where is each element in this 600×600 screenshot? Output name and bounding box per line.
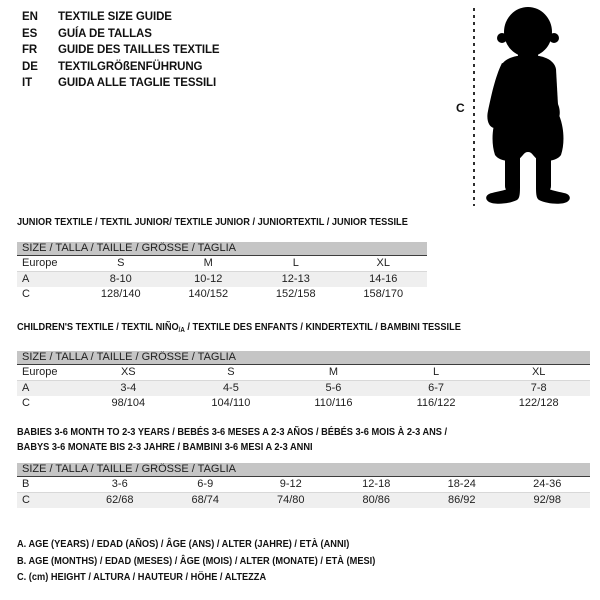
size-value-cell: 74/80: [248, 493, 334, 509]
size-col-header: S: [77, 256, 165, 272]
language-list: [22, 9, 220, 92]
size-header-bar: SIZE / TALLA / TAILLE / GRÖSSE / TAGLIA: [17, 351, 590, 365]
size-value-cell: 62/68: [77, 493, 163, 509]
title-text: / TEXTILE DES ENFANTS / KINDERTEXTIL / BAMBINI TESSILE: [184, 321, 461, 333]
language-row: [22, 42, 220, 59]
size-header-row: [17, 351, 590, 365]
row-label: B: [17, 477, 77, 493]
size-value-cell: 14-16: [340, 272, 428, 288]
size-value-cell: 12-18: [334, 477, 420, 493]
table-row: [17, 365, 590, 381]
height-dotted-line: [473, 8, 475, 206]
row-label: C: [22, 397, 30, 409]
size-value-cell: 128/140: [100, 288, 141, 300]
junior-textile-section: [17, 215, 427, 302]
table-row: [17, 396, 590, 411]
size-header-row: [17, 463, 590, 477]
height-measure-label: C: [456, 101, 465, 115]
size-value-cell: 122/128: [518, 397, 559, 409]
table-row: [17, 256, 427, 272]
footnote-b: B. AGE (MONTHS) / EDAD (MESES) / ÂGE (MOIS) / ALTER (MONATE) / ETÀ (MESI): [17, 554, 376, 567]
size-value-cell: 24-36: [505, 477, 591, 493]
size-col-header: M: [282, 365, 385, 381]
language-title: GUIDA ALLE TAGLIE TESSILI: [58, 77, 217, 89]
row-label: A: [17, 381, 77, 397]
table-row: [17, 477, 590, 493]
row-label: Europe: [17, 256, 77, 272]
size-value-cell: 4-5: [180, 381, 283, 397]
size-value-cell: 6-9: [163, 477, 249, 493]
title-subscript: /A: [178, 327, 185, 334]
size-header-row: [17, 242, 427, 256]
footnote-c: C. (cm) HEIGHT / ALTURA / HAUTEUR / HÖHE / ALTEZZA: [17, 571, 267, 583]
childrens-textile-table: [17, 351, 590, 411]
table-row: [17, 381, 590, 397]
table-row: [17, 287, 427, 302]
baby-silhouette-icon: [480, 5, 576, 209]
junior-textile-title: JUNIOR TEXTILE / TEXTIL JUNIOR/ TEXTILE JUNIOR / JUNIORTEXTIL / JUNIOR TESSILE: [17, 216, 408, 228]
size-header-bar: SIZE / TALLA / TAILLE / GRÖSSE / TAGLIA: [17, 463, 590, 477]
row-label: Europe: [17, 365, 77, 381]
babies-textile-section: [17, 425, 590, 508]
size-value-cell: 104/110: [211, 397, 251, 409]
size-value-cell: 3-4: [77, 381, 180, 397]
size-value-cell: 98/104: [111, 397, 146, 409]
size-col-header: XS: [77, 365, 180, 381]
junior-textile-table: [17, 242, 427, 302]
size-col-header: M: [165, 256, 253, 272]
size-value-cell: 8-10: [77, 272, 165, 288]
language-title: TEXTILGRÖßENFÜHRUNG: [58, 60, 203, 73]
size-value-cell: 7-8: [487, 381, 590, 397]
childrens-textile-title: [17, 320, 521, 338]
childrens-textile-section: [17, 320, 590, 411]
size-value-cell: 5-6: [282, 381, 385, 397]
size-col-header: L: [252, 256, 340, 272]
size-value-cell: 80/86: [334, 493, 420, 509]
table-row: [17, 493, 590, 509]
size-value-cell: 110/116: [314, 397, 353, 409]
size-col-header: XL: [340, 256, 428, 272]
language-code: EN: [22, 11, 38, 23]
table-row: [17, 272, 427, 288]
language-row: [22, 75, 220, 92]
babies-title-line2: BABYS 3-6 MONATE BIS 2-3 JAHRE / BAMBINI 3-6 MESI A 2-3 ANNI: [17, 440, 313, 453]
babies-title-line1: BABIES 3-6 MONTH TO 2-3 YEARS / BEBÉS 3-6 MESES A 2-3 AÑOS / BÉBÉS 3-6 MOIS À 2-3 ANS /: [17, 426, 448, 438]
language-title: GUIDE DES TAILLES TEXTILE: [58, 44, 220, 56]
size-value-cell: 140/152: [188, 288, 229, 300]
row-label: C: [22, 288, 30, 300]
size-value-cell: 9-12: [248, 477, 334, 493]
size-col-header: L: [385, 365, 488, 381]
footnote-a: A. AGE (YEARS) / EDAD (AÑOS) / ÂGE (ANS) / ALTER (JAHRE) / ETÀ (ANNI): [17, 538, 350, 550]
babies-textile-table: [17, 463, 590, 508]
size-value-cell: 12-13: [252, 272, 340, 288]
size-value-cell: 158/170: [363, 288, 404, 300]
size-value-cell: 86/92: [419, 493, 505, 509]
language-code: IT: [22, 77, 33, 89]
size-col-header: XL: [487, 365, 590, 381]
size-value-cell: 92/98: [505, 493, 591, 509]
row-label: A: [17, 272, 77, 288]
size-value-cell: 116/122: [416, 397, 456, 409]
language-code: DE: [22, 60, 38, 73]
language-title: TEXTILE SIZE GUIDE: [58, 11, 172, 23]
row-label: C: [17, 493, 77, 509]
size-value-cell: 18-24: [419, 477, 505, 493]
footnotes: [17, 536, 424, 586]
size-value-cell: 152/158: [275, 288, 316, 300]
size-value-cell: 3-6: [77, 477, 163, 493]
language-row: [22, 59, 220, 76]
size-header-bar: SIZE / TALLA / TAILLE / GRÖSSE / TAGLIA: [17, 242, 427, 256]
title-text: CHILDREN'S TEXTILE / TEXTIL NIÑO: [17, 321, 179, 333]
language-title: GUÍA DE TALLAS: [58, 27, 152, 40]
size-value-cell: 10-12: [165, 272, 253, 288]
size-value-cell: 68/74: [163, 493, 249, 509]
language-code: FR: [22, 44, 38, 56]
size-col-header: S: [180, 365, 283, 381]
language-row: [22, 9, 220, 26]
size-value-cell: 6-7: [385, 381, 488, 397]
language-code: ES: [22, 27, 38, 40]
language-row: [22, 26, 220, 43]
